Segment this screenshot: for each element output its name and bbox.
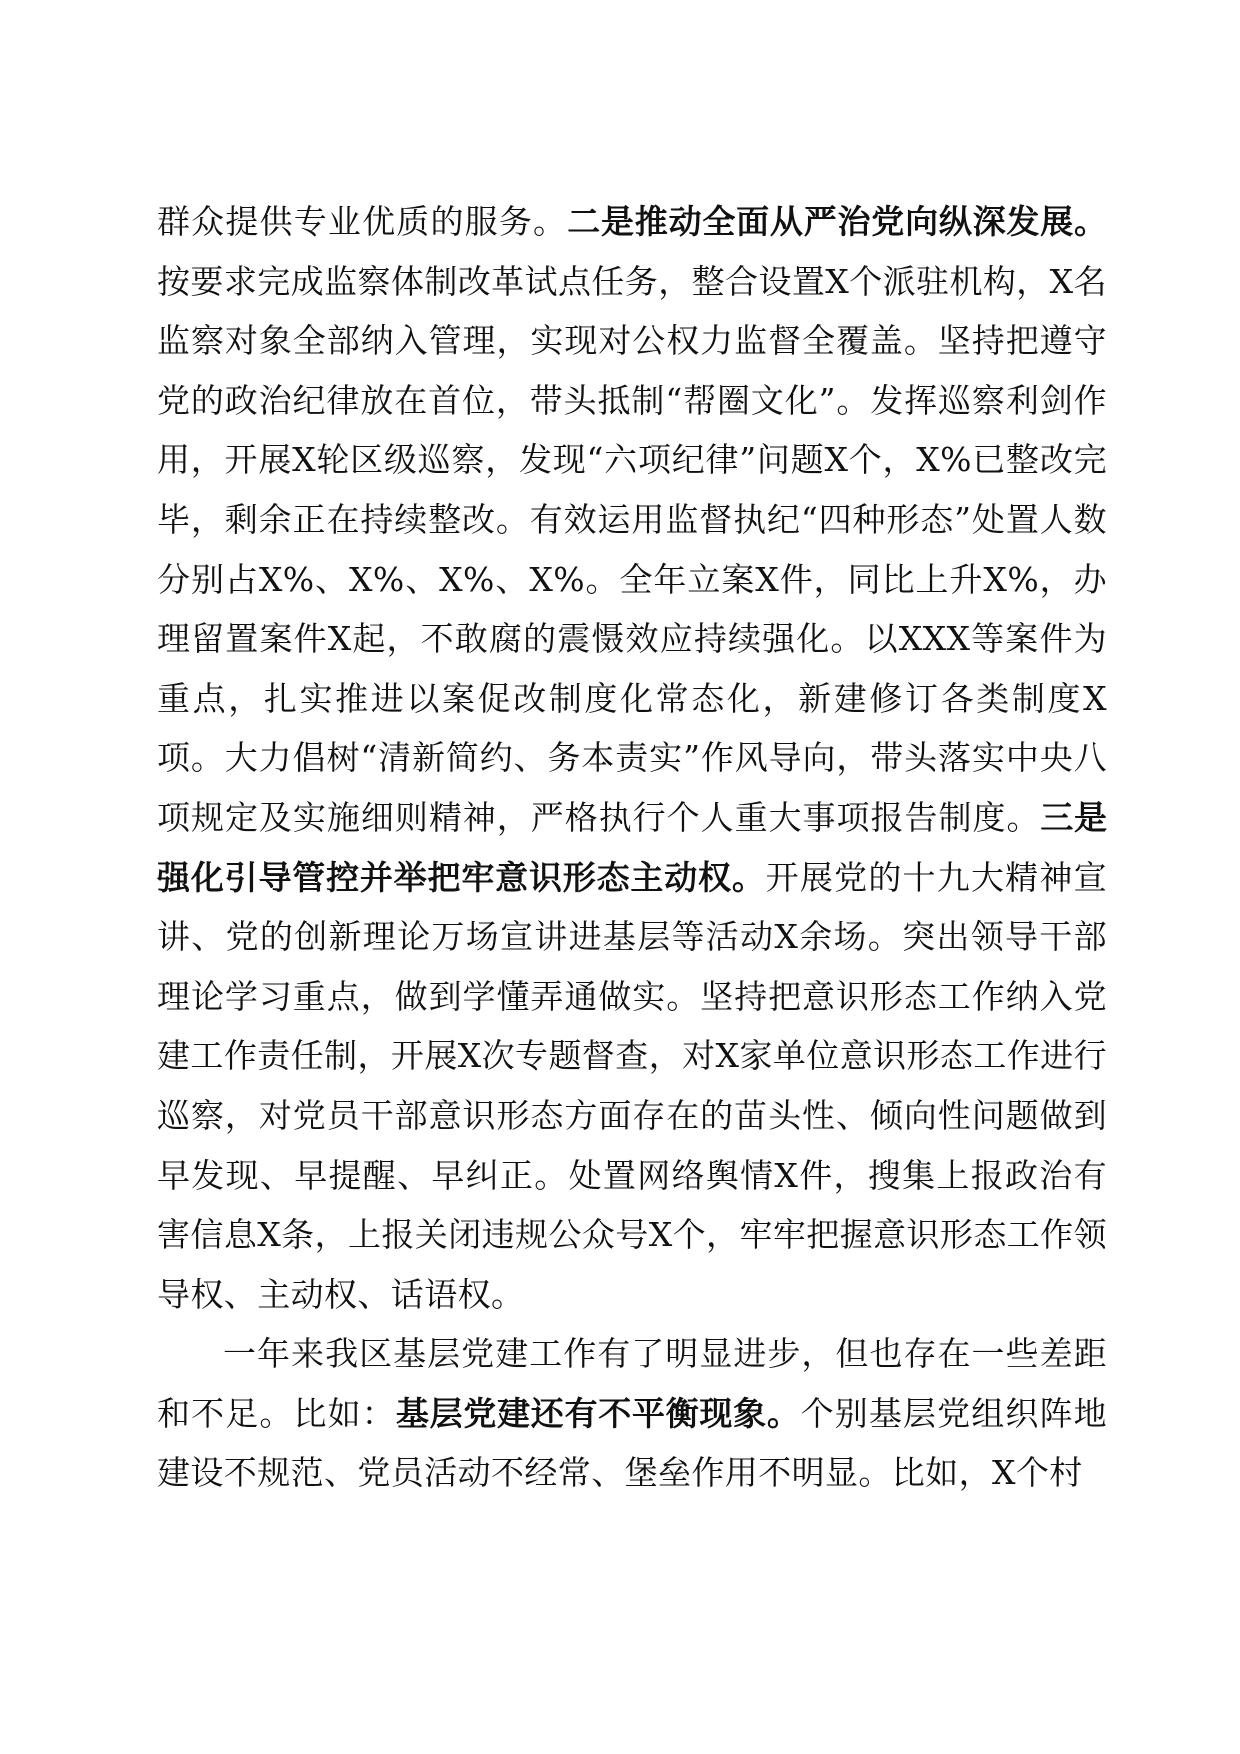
document-body xyxy=(157,192,1107,1503)
paragraph-party-discipline xyxy=(157,192,1107,1324)
bold-heading-third: 三是强化引导管控并举把牢意识形态主动权。 xyxy=(157,797,1107,897)
bold-heading-imbalance: 基层党建还有不平衡现象。 xyxy=(395,1393,801,1433)
text-segment: 个别基层党组织阵地建设不规范、党员活动不经常、堡垒作用不明显。比如，X个村 xyxy=(157,1393,1107,1493)
text-segment: 一年来我区基层党建工作有了明显进步，但也存在一些差距和不足。比如： xyxy=(157,1334,1107,1433)
text-segment: 按要求完成监察体制改革试点任务，整合设置X个派驻机构，X名监察对象全部纳入管理，实现对公权力监督全覆盖。坚持把遵守党的政治纪律放在首位，带头抵制“帮圈文化”。发挥巡察利剑作用，开展X轮区级巡察，发现“六项纪律”问题X个，X%已整改完毕，剩余正在持续整改。有效运用监督执纪“四种形态”处置人数分别占X%、X%、X%、X%。全年立案X件，同比上升X%，办理留置案件X起，不敢腐的震慑效应持续强化。以XXX等案件为重点，扎实推进以案促改制度化常态化，新建修订各类制度X项。大力倡树“清新简约、务本责实”作风导向，带头落实中央八项规定及实施细则精神，严格执行个人重大事项报告制度。 xyxy=(157,261,1107,837)
text-segment: 群众提供专业优质的服务。 xyxy=(157,202,568,241)
text-segment: 开展党的十九大精神宣讲、党的创新理论万场宣讲进基层等活动X余场。突出领导干部理论学习重点，做到学懂弄通做实。坚持把意识形态工作纳入党建工作责任制，开展X次专题督查，对X家单位意识形态工作进行巡察，对党员干部意识形态方面存在的苗头性、倾向性问题做到早发现、早提醒、早纠正。处置网络舆情X件，搜集上报政治有害信息X条，上报关闭违规公众号X个，牢牢把握意识形态工作领导权、主动权、话语权。 xyxy=(157,857,1108,1314)
paragraph-shortcomings xyxy=(157,1324,1107,1503)
bold-heading-second: 二是推动全面从严治党向纵深发展。 xyxy=(567,202,1107,241)
